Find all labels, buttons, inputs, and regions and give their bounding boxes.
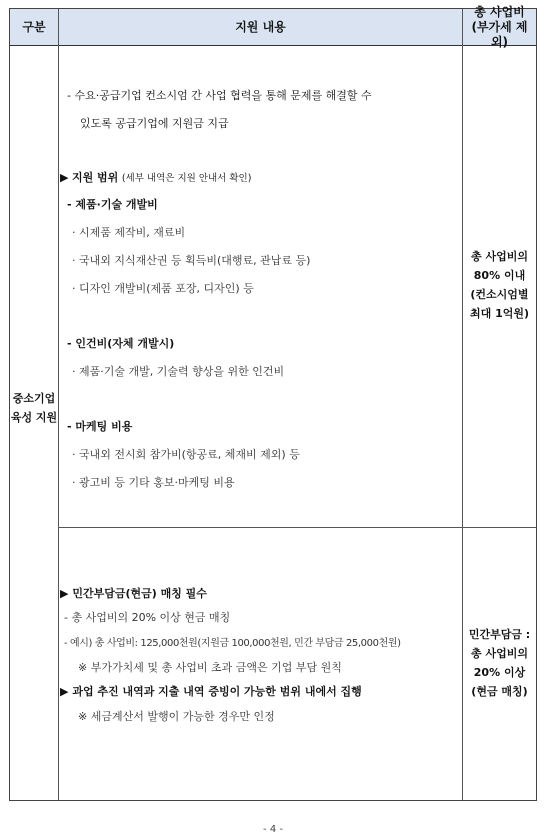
list-item: · 시제품 제작비, 재료비 [72,226,186,239]
group-title: - 마케팅 비용 [67,420,133,433]
list-item: · 디자인 개발비(제품 포장, 디자인) 등 [72,282,254,295]
intro-line-2: 있도록 공급기업에 지원금 지급 [80,117,229,130]
header-category: 구분 [22,19,46,34]
triangle-bullet-icon: ▶ [60,171,69,184]
triangle-bullet-icon: ▶ [60,587,69,600]
row-divider [58,527,536,528]
scope-heading [60,169,251,185]
header-cost: 총 사업비 (부가세 제외) [471,4,528,49]
list-item: · 국내외 전시회 참가비(항공료, 체재비 제외) 등 [72,448,300,461]
list-item: · 광고비 등 기타 홍보·마케팅 비용 [72,476,235,489]
category-cell: 중소기업 육성 지원 [10,392,58,424]
match-heading [60,585,207,601]
exec-heading [60,683,362,699]
exec-title: 과업 추진 내역과 지출 내역 증빙이 가능한 범위 내에서 집행 [72,685,362,698]
scope-note: (세부 내역은 지원 안내서 확인) [121,173,252,184]
match-line: - 총 사업비의 20% 이상 현금 매칭 [64,611,231,624]
support-table [9,4,537,801]
column-divider [58,9,59,800]
note-line: ※ 부가가치세 및 총 사업비 초과 금액은 기업 부담 원칙 [78,661,342,674]
section1-cost: 총 사업비의 80% 이내 (컨소시엄별 최대 1억원) [469,250,529,320]
group-title: - 제품·기술 개발비 [67,198,158,211]
list-item: · 국내외 지식재산권 등 획득비(대행료, 관납료 등) [72,254,311,267]
intro-line-1: - 수요·공급기업 컨소시엄 간 사업 협력을 통해 문제를 해결할 수 [67,89,372,102]
example-line: - 예시) 총 사업비: 125,000천원(지원금 100,000천원, 민간 부담금 25,000천원) [64,638,401,649]
note-line: ※ 세금계산서 발행이 가능한 경우만 인정 [78,710,275,723]
triangle-bullet-icon: ▶ [60,685,69,698]
group-title: - 인건비(자체 개발시) [67,337,175,350]
list-item: · 제품·기술 개발, 기술력 향상을 위한 인건비 [72,365,285,378]
page-number: - 4 - [263,824,283,835]
section2-cost: 민간부담금 : 총 사업비의 20% 이상 (현금 매칭) [468,628,531,698]
match-title: 민간부담금(현금) 매칭 필수 [72,587,207,600]
scope-title: 지원 범위 [71,171,119,184]
header-content: 지원 내용 [235,19,286,34]
